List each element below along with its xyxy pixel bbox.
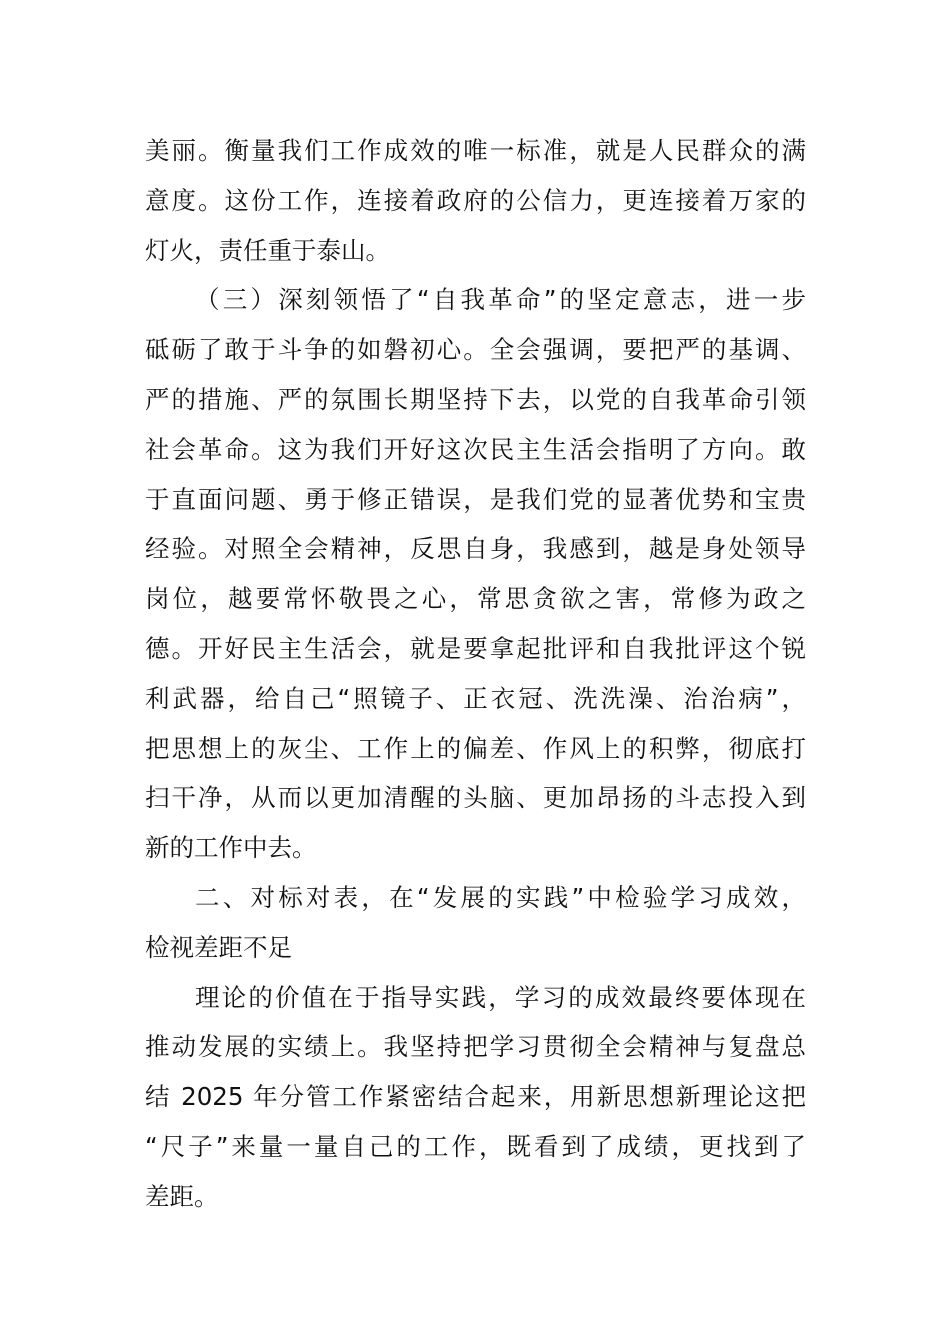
text-line: “尺子”来量一量自己的工作，既看到了成绩，更找到了 (145, 1131, 806, 1161)
text-line: 经验。对照全会精神，反思自身，我感到，越是身处领导 (145, 534, 806, 564)
paragraph-theory (145, 978, 806, 1227)
paragraph-continuation (145, 131, 806, 280)
text-line: 岗位，越要常怀敬畏之心，常思贪欲之害，常修为政之 (145, 584, 806, 614)
text-line: 于直面问题、勇于修正错误，是我们党的显著优势和宝贵 (145, 484, 806, 514)
document-page (145, 131, 806, 1227)
text-line: 灯火，责任重于泰山。 (145, 235, 390, 265)
heading-line: 检视差距不足 (145, 932, 292, 962)
text-line: 美丽。衡量我们工作成效的唯一标准，就是人民群众的满 (145, 136, 806, 165)
text-line: 砥砺了敢于斗争的如磐初心。全会强调，要把严的基调、 (145, 335, 806, 365)
text-line: 利武器，给自己“照镜子、正衣冠、洗洗澡、治治病”， (145, 683, 806, 713)
paragraph-section-three (145, 280, 806, 878)
section-heading (145, 878, 806, 978)
text-line: 严的措施、严的氛围长期坚持下去，以党的自我革命引领 (145, 384, 806, 414)
text-line: 差距。 (145, 1181, 219, 1211)
text-line: 社会革命。这为我们开好这次民主生活会指明了方向。敢 (145, 434, 806, 464)
text-line: 新的工作中去。 (145, 833, 317, 863)
text-line: 推动发展的实绩上。我坚持把学习贯彻全会精神与复盘总 (145, 1032, 806, 1062)
text-line: 德。开好民主生活会，就是要拿起批评和自我批评这个锐 (145, 633, 806, 663)
text-line: 把思想上的灰尘、工作上的偏差、作风上的积弊，彻底打 (145, 733, 806, 763)
text-line: 理论的价值在于指导实践，学习的成效最终要体现在 (195, 982, 806, 1012)
text-line: 意度。这份工作，连接着政府的公信力，更连接着万家的 (145, 185, 806, 215)
heading-line: 二、对标对表，在“发展的实践”中检验学习成效， (195, 882, 806, 912)
text-line: 结 2025 年分管工作紧密结合起来，用新思想新理论这把 (145, 1082, 806, 1112)
text-line: 扫干净，从而以更加清醒的头脑、更加昂扬的斗志投入到 (145, 783, 806, 813)
text-line: （三）深刻领悟了“自我革命”的坚定意志，进一步 (195, 285, 806, 315)
